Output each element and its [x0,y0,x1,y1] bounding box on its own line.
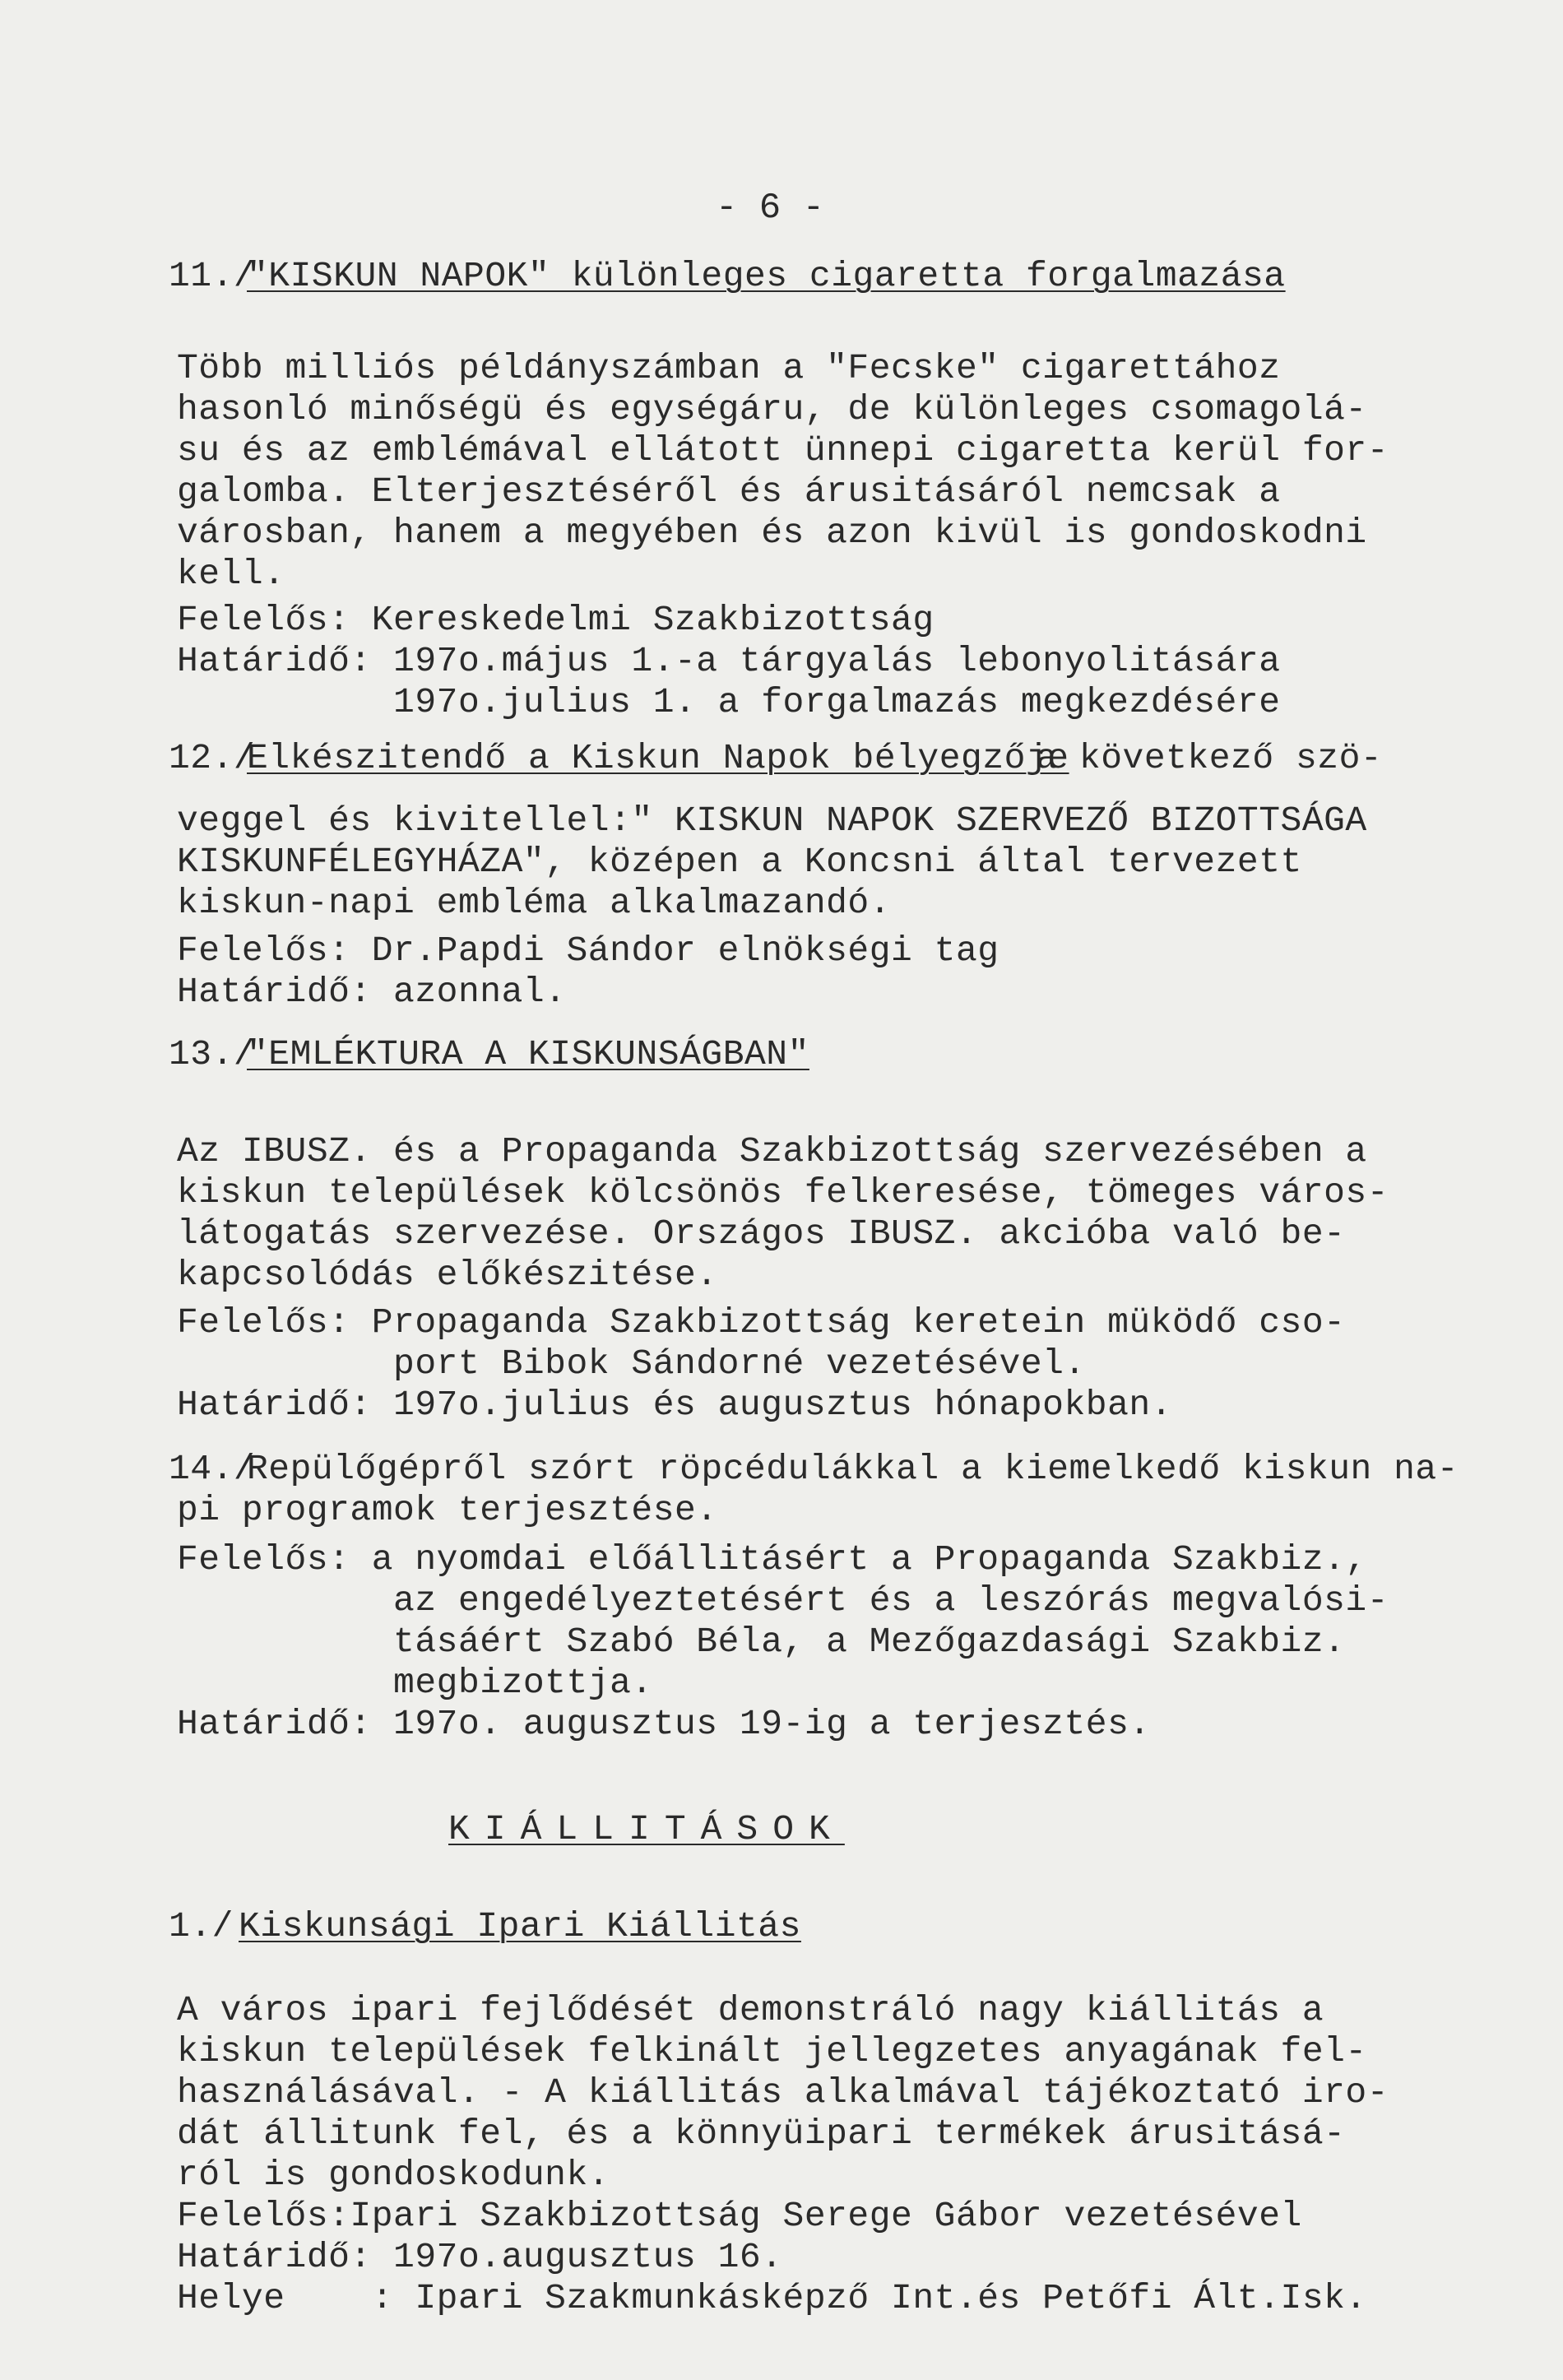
item-body-line: Több milliós példányszámban a "Fecske" cigarettához [177,348,1281,388]
exhibit-body-line: dát állitunk fel, és a könnyüipari termékek árusitásá- [177,2113,1346,2154]
item-body-line: kell. [177,554,285,594]
page-number: - 6 - [716,188,825,229]
responsible-line: megbizottja. [177,1663,653,1703]
item-body-line: KISKUNFÉLEGYHÁZA", középen a Koncsni által tervezett [177,842,1302,882]
item-body-line: kapcsolódás előkészitése. [177,1255,718,1295]
item-body-line: su és az emblémával ellátott ünnepi cigaretta kerül for- [177,430,1389,471]
exhibit-body-line: kiskun települések felkinált jellegzetes anyagának fel- [177,2031,1367,2071]
item-body-line: pi programok terjesztése. [177,1490,718,1530]
item-number: 12./ [169,738,256,778]
item-body-line: városban, hanem a megyében és azon kivül is gondoskodni [177,513,1367,553]
location-line: Helye : Ipari Szakmunkásképző Int.és Petőfi Ált.Isk. [177,2278,1367,2318]
exhibit-body-line: A város ipari fejlődését demonstráló nagy kiállitás a [177,1990,1324,2030]
section-title: KIÁLLITÁSOK [448,1809,845,1849]
item-number: 11./ [169,256,256,296]
responsible-line: tásáért Szabó Béla, a Mezőgazdasági Szakbiz. [177,1621,1346,1662]
item-number: 13./ [169,1034,256,1074]
item-body-line: Repülőgépről szórt röpcédulákkal a kiemelkedő kiskun na- [247,1449,1459,1489]
item-title: Elkészitendő a Kiskun Napok bélyegzője [247,738,1069,778]
item-body-line: kiskun települések kölcsönös felkeresése, tömeges város- [177,1172,1389,1213]
exhibit-body-line: használásával. - A kiállitás alkalmával tájékoztató iro- [177,2072,1389,2113]
responsible-line: Felelős: a nyomdai előállitásért a Propaganda Szakbiz., [177,1539,1367,1580]
deadline-line: Határidő: azonnal. [177,972,567,1012]
deadline-line: Határidő: 197o.julius és augusztus hónapokban. [177,1385,1172,1425]
item-body-line: veggel és kivitellel:" KISKUN NAPOK SZERVEZŐ BIZOTTSÁGA [177,800,1367,841]
deadline-line: 197o.julius 1. a forgalmazás megkezdésére [177,682,1281,722]
exhibit-number: 1./ [169,1906,234,1946]
deadline-line: Határidő: 197o.május 1.-a tárgyalás lebonyolitására [177,641,1281,681]
deadline-line: Határidő: 197o. augusztus 19-ig a terjesztés. [177,1704,1151,1744]
deadline-line: Határidő: 197o.augusztus 16. [177,2237,783,2277]
responsible-line: Felelős: Propaganda Szakbizottság keretein müködő cso- [177,1302,1346,1343]
responsible-line: Felelős: Kereskedelmi Szakbizottság [177,600,935,640]
responsible-line: port Bibok Sándorné vezetésével. [177,1343,1086,1384]
item-body-line: látogatás szervezése. Országos IBUSZ. akcióba való be- [177,1213,1346,1254]
item-title: "KISKUN NAPOK" különleges cigaretta forgalmazása [247,256,1286,296]
item-body-line: hasonló minőségü és egységáru, de különleges csomagolá- [177,389,1367,429]
item-body-line: Az IBUSZ. és a Propaganda Szakbizottság szervezésében a [177,1131,1367,1171]
item-title-rest: a következő szö- [1014,738,1383,778]
responsible-line: Felelős:Ipari Szakbizottság Serege Gábor vezetésével [177,2196,1302,2236]
responsible-line: Felelős: Dr.Papdi Sándor elnökségi tag [177,930,999,971]
item-title: "EMLÉKTURA A KISKUNSÁGBAN" [247,1034,809,1074]
responsible-line: az engedélyeztetésért és a leszórás megvalósi- [177,1580,1389,1621]
item-body-line: kiskun-napi emblémа alkalmazandó. [177,883,892,923]
exhibit-body-line: ról is gondoskodunk. [177,2155,610,2195]
item-number: 14./ [169,1449,256,1489]
exhibit-title: Kiskunsági Ipari Kiállitás [239,1906,801,1946]
item-body-line: galomba. Elterjesztéséről és árusitásáról nemcsak a [177,471,1281,512]
